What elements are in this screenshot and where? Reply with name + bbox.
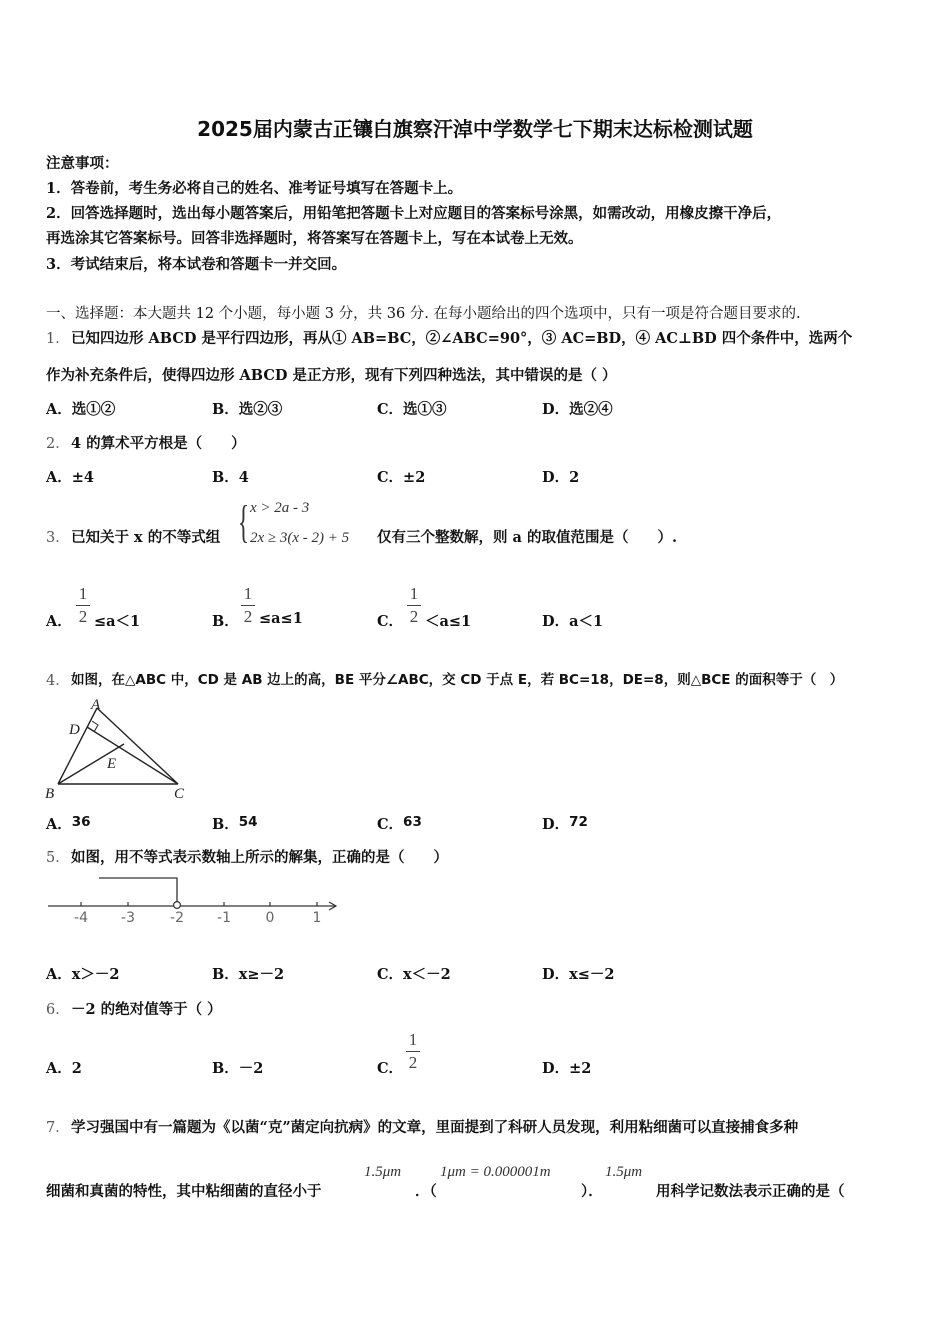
denominator: 2 — [243, 607, 253, 626]
question-text: －2 的绝对值等于（ ） — [71, 1001, 222, 1018]
option-b[interactable]: B．x≥－2 — [212, 966, 285, 983]
question-text: 仅有三个整数解，则 a 的取值范围是（ ）. — [377, 529, 678, 546]
option-c[interactable] — [377, 813, 422, 834]
option-a[interactable] — [46, 610, 72, 631]
option-value: 36 — [71, 814, 91, 830]
option-b[interactable]: B．4 — [212, 469, 249, 486]
numerator: 1 — [409, 584, 419, 603]
option-a[interactable]: A．选①② — [46, 401, 116, 418]
option-label: C． — [377, 613, 404, 630]
option-b[interactable]: B．－2 — [212, 1060, 264, 1077]
system-line-2: 2x ≥ 3(x - 2) + 5 — [250, 530, 350, 546]
denominator: 2 — [409, 607, 419, 626]
option-d[interactable]: D．±2 — [542, 1060, 592, 1077]
option-b[interactable] — [212, 813, 258, 834]
numerator: 1 — [408, 1030, 418, 1049]
question-number: 2． — [46, 436, 70, 452]
option-a[interactable]: A．x＞－2 — [46, 966, 120, 983]
option-label: A． — [46, 816, 72, 833]
option-b[interactable]: B．选②③ — [212, 401, 283, 418]
numerator: 1 — [243, 584, 253, 603]
solution-ray — [99, 878, 177, 903]
numerator: 1 — [78, 584, 88, 603]
altitude-cd — [87, 727, 178, 784]
punctuation: ）． — [581, 1183, 603, 1200]
option-label: B． — [212, 816, 239, 833]
option-a[interactable]: A．±4 — [46, 469, 94, 486]
fraction — [241, 584, 255, 627]
option-c[interactable]: C．选①③ — [377, 401, 447, 418]
option-d[interactable] — [542, 610, 603, 631]
option-c[interactable]: C．x＜－2 — [377, 966, 451, 983]
option-c[interactable]: C． — [377, 1060, 404, 1077]
option-label: A． — [46, 613, 72, 630]
option-label: D． — [542, 613, 570, 630]
tick-label: -1 — [217, 910, 231, 925]
system-line-1: x > 2a - 3 — [250, 500, 310, 516]
tick-label: 0 — [265, 910, 275, 925]
question-text: 用科学记数法表示正确的是（ — [656, 1183, 845, 1200]
tick-label: -2 — [170, 910, 184, 925]
question-text: 已知关于 x 的不等式组 — [71, 529, 221, 546]
question-text: 已知四边形 ABCD 是平行四边形，再从① AB=BC，②∠ABC=90°，③ AC=BD，④ AC⊥BD 四个条件中，选两个 — [71, 330, 853, 347]
question-number: 7． — [46, 1120, 70, 1136]
question-text: 作为补充条件后，使得四边形 ABCD 是正方形，现有下列四种选法，其中错误的是（ ） — [46, 367, 617, 384]
option-label: B． — [212, 613, 239, 630]
question-text: 如图，在△ABC 中，CD 是 AB 边上的高，BE 平分∠ABC，交 CD 于点 E，若 BC=18，DE=8，则△BCE 的面积等于（ ） — [71, 672, 844, 688]
question-number: 4． — [46, 673, 70, 689]
math-value: 1.5μm — [364, 1164, 402, 1180]
denominator: 2 — [78, 607, 88, 626]
number-line — [44, 873, 344, 925]
option-label: C． — [377, 816, 404, 833]
option-label: D． — [542, 816, 570, 833]
open-circle — [174, 902, 181, 909]
question-number: 3． — [46, 530, 70, 546]
denominator: 2 — [408, 1053, 418, 1072]
tick-label: 1 — [312, 910, 322, 925]
math-value: 1.5μm — [605, 1164, 643, 1180]
math-value: 1μm = 0.000001m — [440, 1164, 551, 1180]
triangle-figure — [40, 697, 190, 802]
label-c: C — [174, 786, 185, 802]
option-text: ≤a≤1 — [259, 610, 303, 627]
tick-label: -4 — [74, 910, 88, 925]
question-number: 6． — [46, 1002, 70, 1018]
brace-icon: { — [238, 496, 250, 547]
option-d[interactable]: D．2 — [542, 469, 580, 486]
tick-label: -3 — [121, 910, 135, 925]
fraction — [406, 1030, 420, 1073]
page-title: 2025届内蒙古正镶白旗察汗淖中学数学七下期末达标检测试题 — [197, 117, 753, 141]
notes-item: 1．答卷前，考生务必将自己的姓名、准考证号填写在答题卡上。 — [46, 180, 463, 197]
option-a[interactable] — [46, 813, 91, 834]
option-text: ≤a＜1 — [94, 613, 141, 630]
label-a: A — [91, 697, 101, 713]
question-text: 细菌和真菌的特性，其中粘细菌的直径小于 — [46, 1183, 322, 1200]
fraction — [407, 584, 421, 627]
section-heading: 一、选择题：本大题共 12 个小题，每小题 3 分，共 36 分. 在每小题给出的四个选项中，只有一项是符合题目要求的. — [46, 306, 801, 322]
punctuation: ．（ — [415, 1183, 437, 1200]
notes-item: 3．考试结束后，将本试卷和答题卡一并交回。 — [46, 256, 347, 273]
option-text: a＜1 — [569, 613, 604, 630]
question-number: 5． — [46, 850, 70, 866]
option-c[interactable]: C．±2 — [377, 469, 426, 486]
question-number: 1． — [46, 331, 70, 347]
question-text: 如图，用不等式表示数轴上所示的解集，正确的是（ ） — [71, 849, 448, 866]
option-b[interactable] — [212, 610, 239, 631]
option-value: 54 — [238, 814, 258, 830]
notes-item: 再选涂其它答案标号。回答非选择题时，将答案写在答题卡上，写在本试卷上无效。 — [46, 230, 583, 247]
option-value: 63 — [403, 814, 422, 830]
option-d[interactable] — [542, 813, 588, 834]
option-c[interactable] — [377, 610, 403, 631]
question-text: 4 的算术平方根是（ ） — [71, 435, 246, 452]
notes-heading: 注意事项： — [46, 155, 119, 172]
edge-ac — [97, 708, 178, 784]
option-text: ＜a≤1 — [425, 613, 472, 630]
option-d[interactable]: D．x≤－2 — [542, 966, 615, 983]
label-d: D — [69, 722, 80, 738]
question-text: 学习强国中有一篇题为《以菌“克”菌定向抗病》的文章，里面提到了科研人员发现，利用粘细菌可以直接捕食多种 — [71, 1119, 799, 1136]
notes-item: 2．回答选择题时，选出每小题答案后，用铅笔把答题卡上对应题目的答案标号涂黑，如需改动，用橡皮擦干净后， — [46, 205, 782, 222]
option-d[interactable]: D．选②④ — [542, 401, 613, 418]
label-e: E — [107, 756, 117, 772]
fraction — [76, 584, 90, 627]
label-b: B — [45, 786, 55, 802]
option-value: 72 — [569, 814, 588, 830]
option-a[interactable]: A．2 — [46, 1060, 82, 1077]
